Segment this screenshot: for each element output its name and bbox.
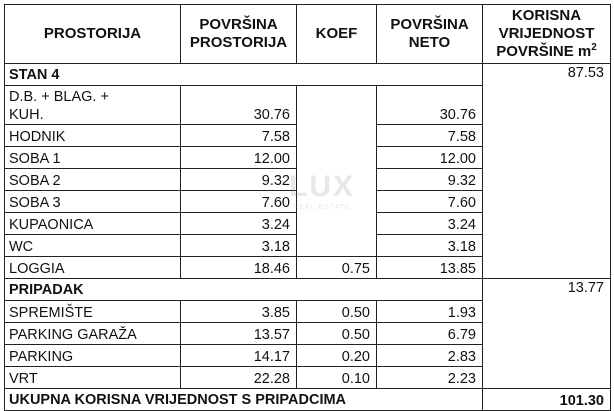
room-name: HODNIK <box>5 125 181 147</box>
room-povrsina: 12.00 <box>181 147 297 169</box>
korisna-stan: 87.53 <box>483 64 611 279</box>
room-neto: 7.58 <box>377 125 483 147</box>
room-name: SOBA 2 <box>5 169 181 191</box>
room-koef <box>297 86 377 125</box>
room-name: D.B. + BLAG. + KUH. <box>5 86 181 125</box>
header-prostorija: PROSTORIJA <box>5 5 181 64</box>
room-koef <box>297 125 377 147</box>
room-name: SPREMIŠTE <box>5 301 181 323</box>
section-title-stan: STAN 4 <box>5 64 483 86</box>
room-povrsina: 3.85 <box>181 301 297 323</box>
room-koef <box>297 235 377 257</box>
room-neto: 7.60 <box>377 191 483 213</box>
room-name: SOBA 3 <box>5 191 181 213</box>
total-label: UKUPNA KORISNA VRIJEDNOST S PRIPADCIMA <box>5 389 483 411</box>
room-povrsina: 13.57 <box>181 323 297 345</box>
room-koef: 0.50 <box>297 301 377 323</box>
header-povrsina-neto: POVRŠINA NETO <box>377 5 483 64</box>
room-neto: 6.79 <box>377 323 483 345</box>
watermark-sub-text: REAL ESTATE <box>293 204 351 211</box>
room-povrsina: 9.32 <box>181 169 297 191</box>
room-name: VRT <box>5 367 181 389</box>
room-neto: 1.93 <box>377 301 483 323</box>
room-name: PARKING <box>5 345 181 367</box>
room-povrsina: 30.76 <box>181 86 297 125</box>
header-korisna: KORISNA VRIJEDNOST POVRŠINE $m^2$ <box>483 5 611 64</box>
room-povrsina: 3.24 <box>181 213 297 235</box>
room-neto: 3.24 <box>377 213 483 235</box>
room-neto: 30.76 <box>377 86 483 125</box>
room-neto: 2.23 <box>377 367 483 389</box>
room-koef <box>297 147 377 169</box>
room-koef <box>297 213 377 235</box>
room-neto: 12.00 <box>377 147 483 169</box>
room-name: WC <box>5 235 181 257</box>
room-koef: 0.50 <box>297 323 377 345</box>
room-neto: 3.18 <box>377 235 483 257</box>
header-povrsina-prostorija: POVRŠINA PROSTORIJA <box>181 5 297 64</box>
room-neto: 13.85 <box>377 257 483 279</box>
room-povrsina: 22.28 <box>181 367 297 389</box>
room-povrsina: 3.18 <box>181 235 297 257</box>
section-row-stan <box>5 64 611 86</box>
total-value: 101.30 <box>483 389 611 411</box>
area-table <box>4 4 611 411</box>
room-koef <box>297 191 377 213</box>
section-title-pripadak: PRIPADAK <box>5 279 483 301</box>
watermark-logo-text: LUX <box>289 170 355 203</box>
header-koef: KOEF <box>297 5 377 64</box>
header-row <box>5 5 611 64</box>
room-neto: 9.32 <box>377 169 483 191</box>
room-koef: 0.20 <box>297 345 377 367</box>
room-povrsina: 7.58 <box>181 125 297 147</box>
room-name: LOGGIA <box>5 257 181 279</box>
room-povrsina: 18.46 <box>181 257 297 279</box>
room-koef: 0.75 <box>297 257 377 279</box>
room-name: PARKING GARAŽA <box>5 323 181 345</box>
room-povrsina: 7.60 <box>181 191 297 213</box>
room-koef <box>297 169 377 191</box>
room-povrsina: 14.17 <box>181 345 297 367</box>
room-name: SOBA 1 <box>5 147 181 169</box>
korisna-pripadak: 13.77 <box>483 279 611 389</box>
section-row-pripadak <box>5 279 611 301</box>
room-name: KUPAONICA <box>5 213 181 235</box>
room-koef: 0.10 <box>297 367 377 389</box>
room-neto: 2.83 <box>377 345 483 367</box>
